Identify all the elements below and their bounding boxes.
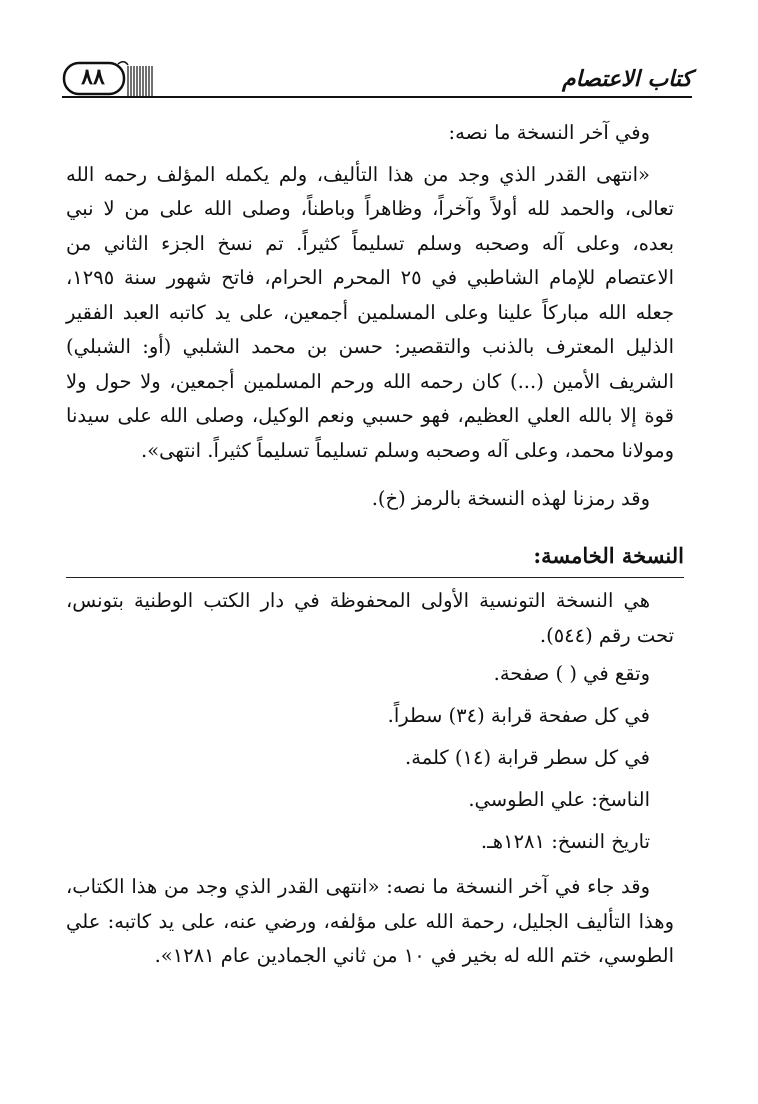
book-title: كتاب الاعتصام: [561, 66, 692, 92]
detail-page-count: وتقع في ( ) صفحة.: [493, 662, 650, 685]
detail-copyist: الناسخ: علي الطوسي.: [468, 788, 650, 811]
page-number: ٨٨: [81, 64, 105, 90]
section-heading: النسخة الخامسة:: [533, 542, 684, 568]
detail-words-per-line: في كل سطر قرابة (١٤) كلمة.: [405, 746, 650, 769]
page-body: [66, 116, 684, 974]
section-divider: [66, 577, 684, 578]
manuscript-details: [66, 653, 674, 863]
symbol-note: وقد رمزنا لهذه النسخة بالرمز (خ).: [371, 487, 650, 510]
running-header: [62, 60, 692, 102]
detail-lines-per-page: في كل صفحة قرابة (٣٤) سطراً.: [387, 704, 650, 727]
intro-line: وفي آخر النسخة ما نصه:: [448, 121, 650, 144]
manuscript-description: هي النسخة التونسية الأولى المحفوظة في دار الكتب الوطنية بتونس، تحت رقم (٥٤٤).: [66, 589, 674, 647]
colophon-quote: «انتهى القدر الذي وجد من هذا التأليف، ولم يكمله المؤلف رحمه الله تعالى، والحمد لله أولاً وآخراً، وظاهراً وباطناً، وصلى الله على من لا نبي بعده، وعلى آله وصحبه وسلم تسليماً كثيراً. تم نسخ الجزء الثاني من الاعتصام للإمام الشاطبي في ٢٥ المحرم الحرام، فاتح شهور سنة ١٢٩٥، جعله الله مباركاً علينا وعلى المسلمين أجمعين، على يد كاتبه العبد الفقير الذليل المعترف بالذنب والتقصير: حسن بن محمد الشلبي (أو: الشبلي) الشريف الأمين (...) كان رحمه الله ورحم المسلمين أجمعين، ولا حول ولا قوة إلا بالله العلي العظيم، فهو حسبي ونعم الوكيل، وصلى الله على سيدنا ومولانا محمد، وعلى آله وصحبه وسلم تسليماً تسليماً كثيراً. انتهى».: [66, 162, 674, 462]
header-rule: [62, 96, 692, 98]
closing-paragraph: وقد جاء في آخر النسخة ما نصه: «انتهى القدر الذي وجد من هذا الكتاب، وهذا التأليف الجليل، رحمة الله على مؤلفه، ورضي عنه، على يد كاتبه: علي الطوسي، ختم الله له بخير في ١٠ من ثاني الجمادين عام ١٢٨١».: [66, 875, 674, 967]
detail-copy-date: تاريخ النسخ: ١٢٨١هـ.: [480, 830, 650, 853]
